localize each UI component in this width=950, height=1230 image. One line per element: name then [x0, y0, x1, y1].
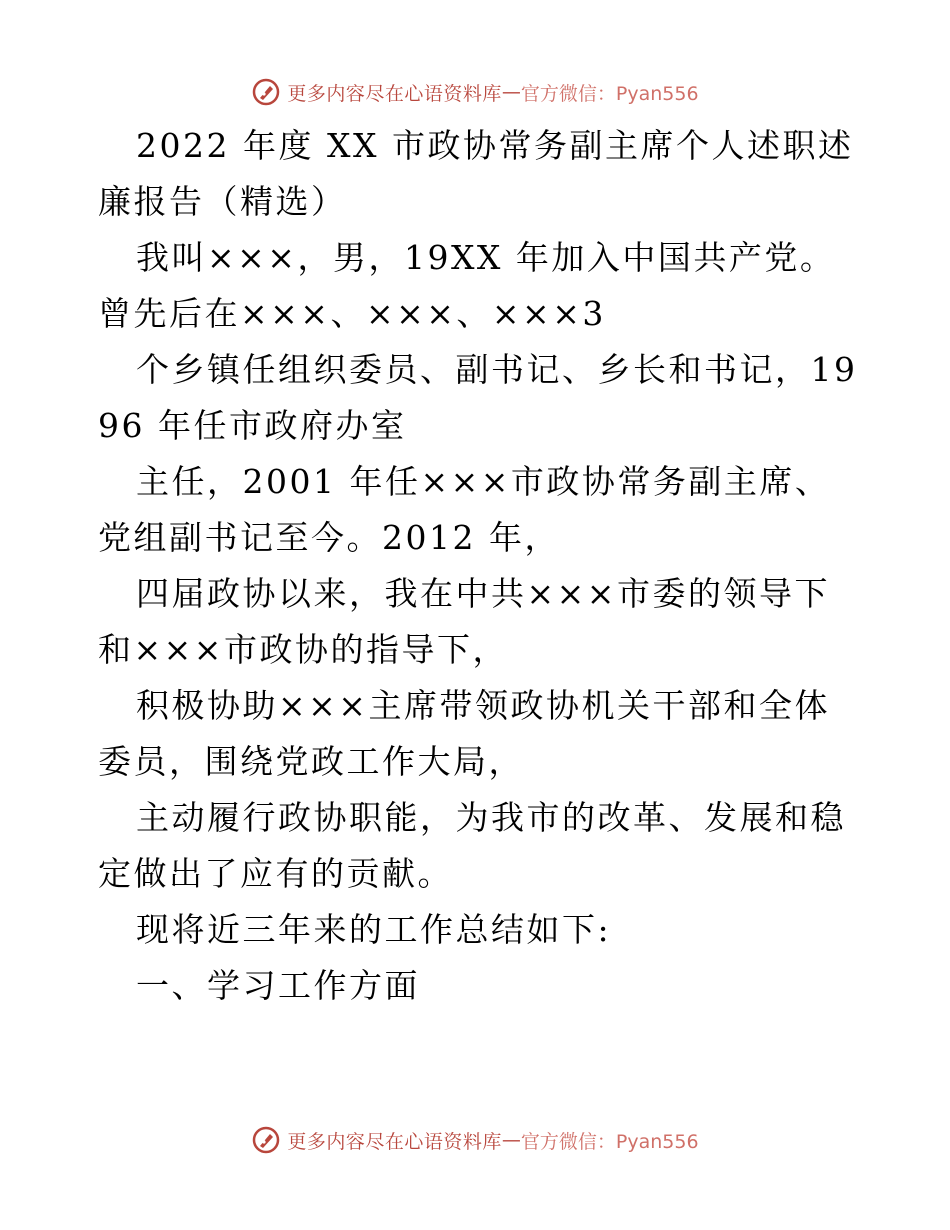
pen-nib-seal-icon [251, 1125, 281, 1155]
paragraph-3: 主任，2001 年任×××市政协常务副主席、党组副书记至今。2012 年， [98, 462, 831, 557]
paragraph-4: 四届政协以来，我在中共×××市委的领导下和×××市政协的指导下， [98, 574, 830, 669]
paragraph-7: 现将近三年来的工作总结如下: [136, 910, 612, 949]
watermark-contact: 官方微信：Pyan556 [520, 82, 699, 105]
header-watermark [0, 72, 950, 112]
paragraph-2: 个乡镇任组织委员、副书记、乡长和书记，1996 年任市政府办室 [98, 350, 858, 445]
document-body [98, 118, 858, 1014]
watermark-separator: — [501, 1129, 521, 1151]
paragraph-6: 主动履行政协职能，为我市的改革、发展和稳定做出了应有的贡献。 [98, 798, 846, 893]
pen-nib-seal-icon [251, 77, 281, 107]
footer-watermark [0, 1120, 950, 1160]
watermark-brand: 更多内容尽在心语资料库 [287, 1130, 502, 1153]
section-heading: 一、学习工作方面 [136, 966, 420, 1005]
paragraph-5: 积极协助×××主席带领政协机关干部和全体委员，围绕党政工作大局， [98, 686, 830, 781]
watermark-brand: 更多内容尽在心语资料库 [287, 82, 502, 105]
watermark-contact: 官方微信：Pyan556 [520, 1130, 699, 1153]
watermark-separator: — [501, 81, 521, 103]
paragraph-1: 我叫×××，男，19XX 年加入中国共产党。曾先后在×××、×××、×××3 [98, 238, 836, 333]
document-title: 2022 年度 XX 市政协常务副主席个人述职述廉报告（精选） [98, 126, 854, 221]
